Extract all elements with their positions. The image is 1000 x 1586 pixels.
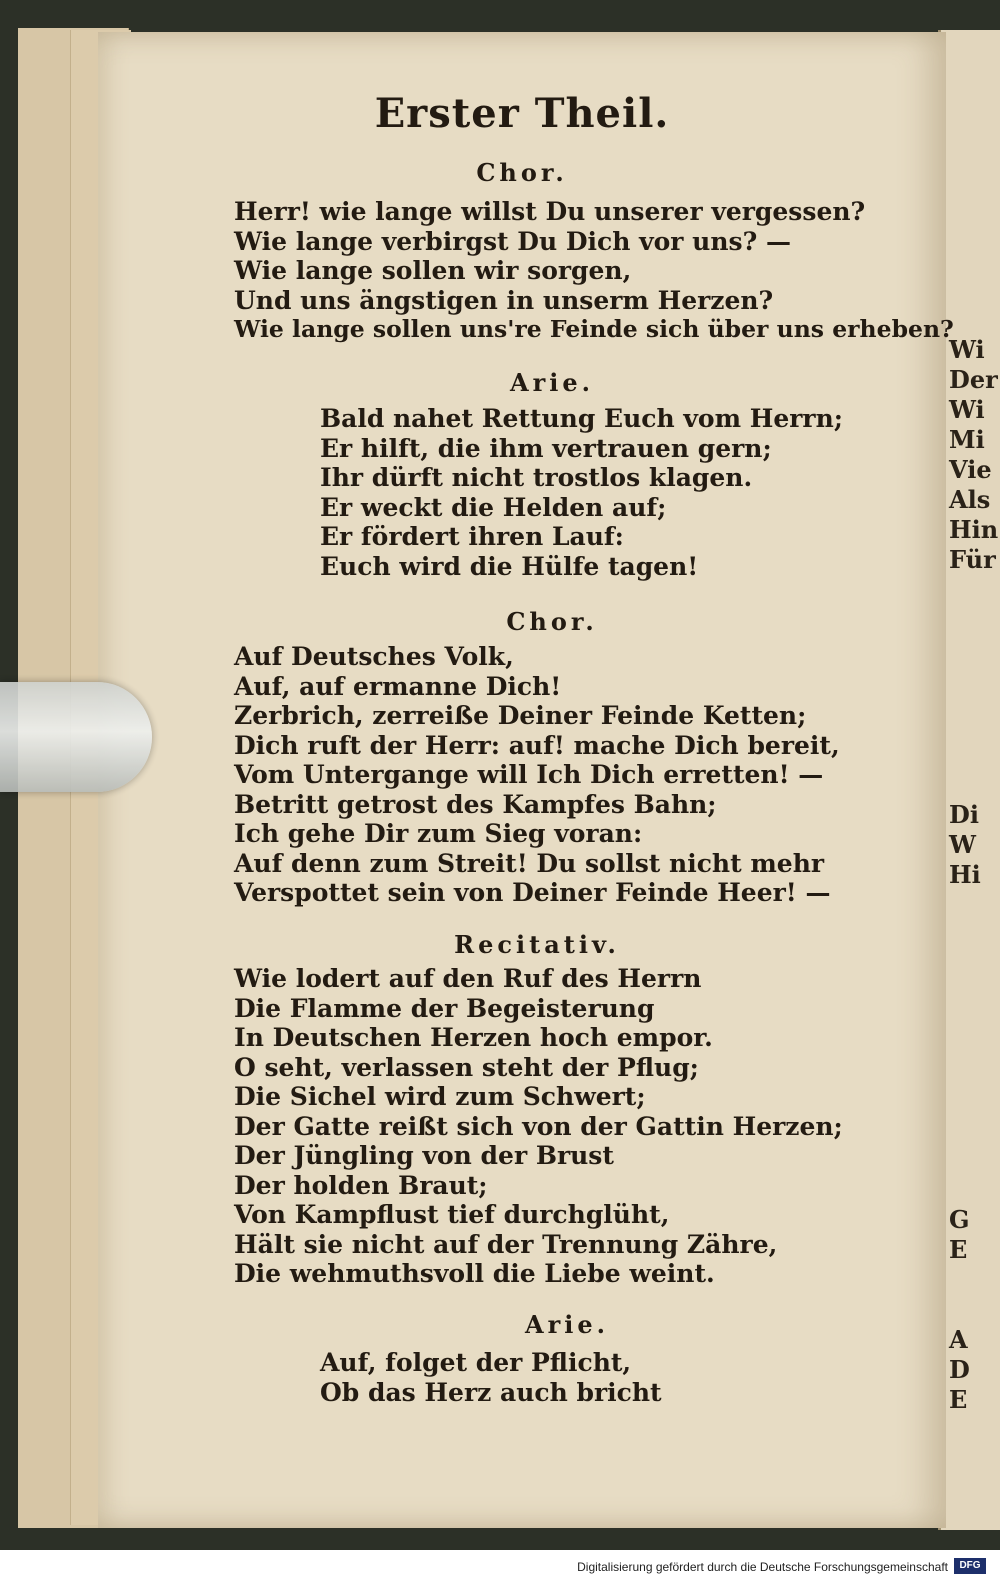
- verse-line: Der Gatte reißt sich von der Gattin Herzen;: [234, 1111, 843, 1141]
- verse-line: Er hilft, die ihm vertrauen gern;: [320, 433, 772, 463]
- book-page: [98, 32, 954, 1528]
- verse-line: Dich ruft der Herr: auf! mache Dich bereit,: [234, 730, 840, 760]
- verse-line: Zerbrich, zerreiße Deiner Feinde Ketten;: [234, 701, 807, 730]
- section-heading: Recitativ.: [454, 930, 620, 959]
- verse-line: Hält sie nicht auf der Trennung Zähre,: [234, 1229, 778, 1259]
- facing-page-fragment: Vie: [949, 455, 992, 484]
- verse-line: Ich gehe Dir zum Sieg voran:: [234, 819, 643, 848]
- facing-page-fragment: A: [949, 1325, 968, 1354]
- verse-line: Wie lange sollen wir sorgen,: [234, 256, 632, 285]
- facing-page-fragment: Hin: [949, 515, 999, 544]
- facing-page-fragment: Di: [949, 800, 979, 829]
- verse-line: Er fördert ihren Lauf:: [320, 522, 624, 551]
- verse-line: Er weckt die Helden auf;: [320, 492, 667, 522]
- verse-line: Euch wird die Hülfe tagen!: [320, 551, 699, 581]
- verse-block: [234, 964, 843, 1289]
- facing-page-fragment: G: [949, 1205, 970, 1234]
- verse-line: Die wehmuthsvoll die Liebe weint.: [234, 1259, 715, 1288]
- facing-page-fragment: Mi: [949, 425, 985, 454]
- verse-line: In Deutschen Herzen hoch empor.: [234, 1023, 713, 1052]
- verse-line: Betritt getrost des Kampfes Bahn;: [234, 789, 717, 819]
- facing-page-fragment: W: [949, 830, 976, 859]
- verse-line: Ihr dürft nicht trostlos klagen.: [320, 463, 753, 492]
- facing-page-fragment: Als: [949, 485, 991, 514]
- section-heading: Chor.: [476, 158, 568, 187]
- verse-block: [320, 1348, 662, 1407]
- dfg-logo-icon: DFG: [954, 1558, 986, 1574]
- section-heading: Chor.: [506, 607, 598, 636]
- verse-line: Auf denn zum Streit! Du sollst nicht mehr: [234, 848, 825, 878]
- verse-line: Von Kampflust tief durchglüht,: [234, 1200, 670, 1229]
- facing-page-fragment: Wi: [949, 395, 985, 424]
- section-heading: Arie.: [524, 1310, 609, 1339]
- page-clip: [0, 682, 152, 792]
- section-heading: Arie.: [509, 368, 594, 397]
- verse-line: Auf Deutsches Volk,: [234, 642, 514, 671]
- verse-line: Der holden Braut;: [234, 1170, 488, 1200]
- facing-page-fragment: Für: [949, 545, 996, 574]
- facing-page-fragment: Der: [949, 365, 998, 394]
- verse-block: [320, 404, 843, 581]
- verse-line: Wie lodert auf den Ruf des Herrn: [234, 964, 702, 993]
- verse-line: Wie lange verbirgst Du Dich vor uns? —: [234, 226, 791, 256]
- verse-block: [234, 197, 954, 345]
- facing-page-fragment: D: [949, 1355, 970, 1384]
- verse-line: Wie lange sollen uns're Feinde sich über uns erheben?: [234, 315, 954, 343]
- facing-page-fragment: E: [949, 1235, 968, 1264]
- facing-page-fragment: Hi: [949, 860, 981, 889]
- facing-page-fragment: E: [949, 1385, 968, 1414]
- verse-line: Bald nahet Rettung Euch vom Herrn;: [320, 404, 843, 433]
- verse-line: Auf, folget der Pflicht,: [320, 1348, 632, 1377]
- verse-line: O seht, verlassen steht der Pflug;: [234, 1052, 699, 1082]
- verse-line: Auf, auf ermanne Dich!: [234, 671, 562, 701]
- verse-line: Verspottet sein von Deiner Feinde Heer! —: [234, 878, 831, 907]
- page-title: Erster Theil.: [374, 90, 670, 137]
- verse-line: Vom Untergange will Ich Dich erretten! —: [234, 760, 824, 789]
- digitization-credit: Digitalisierung gefördert durch die Deutsche Forschungsgemeinschaft: [577, 1560, 948, 1574]
- facing-page-fragment: Wi: [949, 335, 985, 364]
- verse-line: Und uns ängstigen in unserm Herzen?: [234, 285, 774, 315]
- verse-line: Die Sichel wird zum Schwert;: [234, 1082, 646, 1111]
- verse-line: Die Flamme der Begeisterung: [234, 993, 655, 1023]
- verse-line: Herr! wie lange willst Du unserer vergessen?: [234, 197, 866, 226]
- verse-line: Der Jüngling von der Brust: [234, 1141, 614, 1170]
- verse-line: Ob das Herz auch bricht: [320, 1377, 662, 1407]
- verse-block: [234, 642, 840, 908]
